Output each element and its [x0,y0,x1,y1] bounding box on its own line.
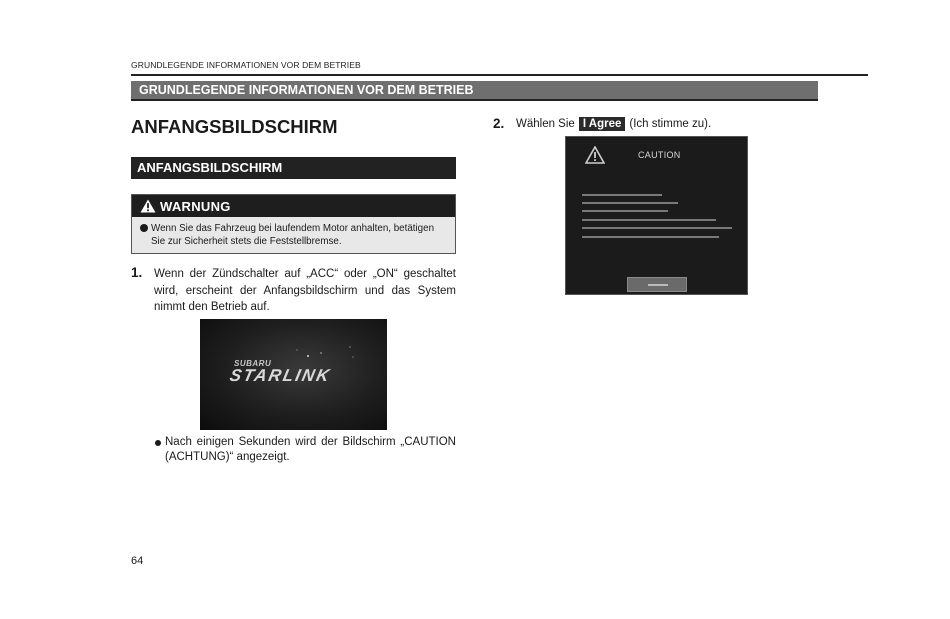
bullet-text: Nach einigen Sekunden wird der Bildschirm „CAUTION (ACHTUNG)“ angezeigt. [165,436,456,463]
starlink-logo: STARLINK [228,366,333,385]
caution-screen-image [565,136,748,295]
warning-header [132,195,455,217]
section-banner: GRUNDLEGENDE INFORMATIONEN VOR DEM BETRIEB [131,81,818,101]
caution-text-line [582,202,678,204]
step2-text [516,117,711,131]
step2-prefix: Wählen Sie [516,118,575,130]
bullet-dot-icon [140,224,148,232]
running-header: GRUNDLEGENDE INFORMATIONEN VOR DEM BETRIEB [131,60,361,70]
step1-number: 1. [131,265,143,280]
sub-banner: ANFANGSBILDSCHIRM [131,157,456,179]
caution-text-line [582,236,719,238]
header-rule [131,74,868,76]
warning-body [132,217,455,248]
bullet-dot-icon [155,440,161,446]
caution-i-agree-button [627,277,687,292]
subaru-wordmark: SUBARU [234,359,272,368]
warning-text-line1: Wenn Sie das Fahrzeug bei laufendem Motor anhalten, betätigen [151,223,435,234]
caution-triangle-icon [585,146,605,164]
step1-text: Wenn der Zündschalter auf „ACC“ oder „ON“ geschaltet wird, erscheint der Anfangsbildschirm und das System nimmt den Betrieb auf. [154,268,456,313]
warning-text-line2: Sie zur Sicherheit stets die Feststellbremse. [151,236,342,247]
step2-suffix: (Ich stimme zu). [629,118,712,130]
caution-title: CAUTION [638,150,681,160]
i-agree-button-label: I Agree [579,117,626,131]
caution-text-line [582,219,716,221]
starlink-startup-image [200,319,387,430]
warning-title: WARNUNG [160,198,231,214]
page-number: 64 [131,555,144,567]
step2-number: 2. [493,116,505,131]
caution-text-line [582,210,668,212]
caution-text-line [582,194,662,196]
page-title: ANFANGSBILDSCHIRM [131,116,338,137]
caution-text-line [582,227,732,229]
warning-triangle-icon [140,199,156,213]
warning-box [131,194,456,254]
